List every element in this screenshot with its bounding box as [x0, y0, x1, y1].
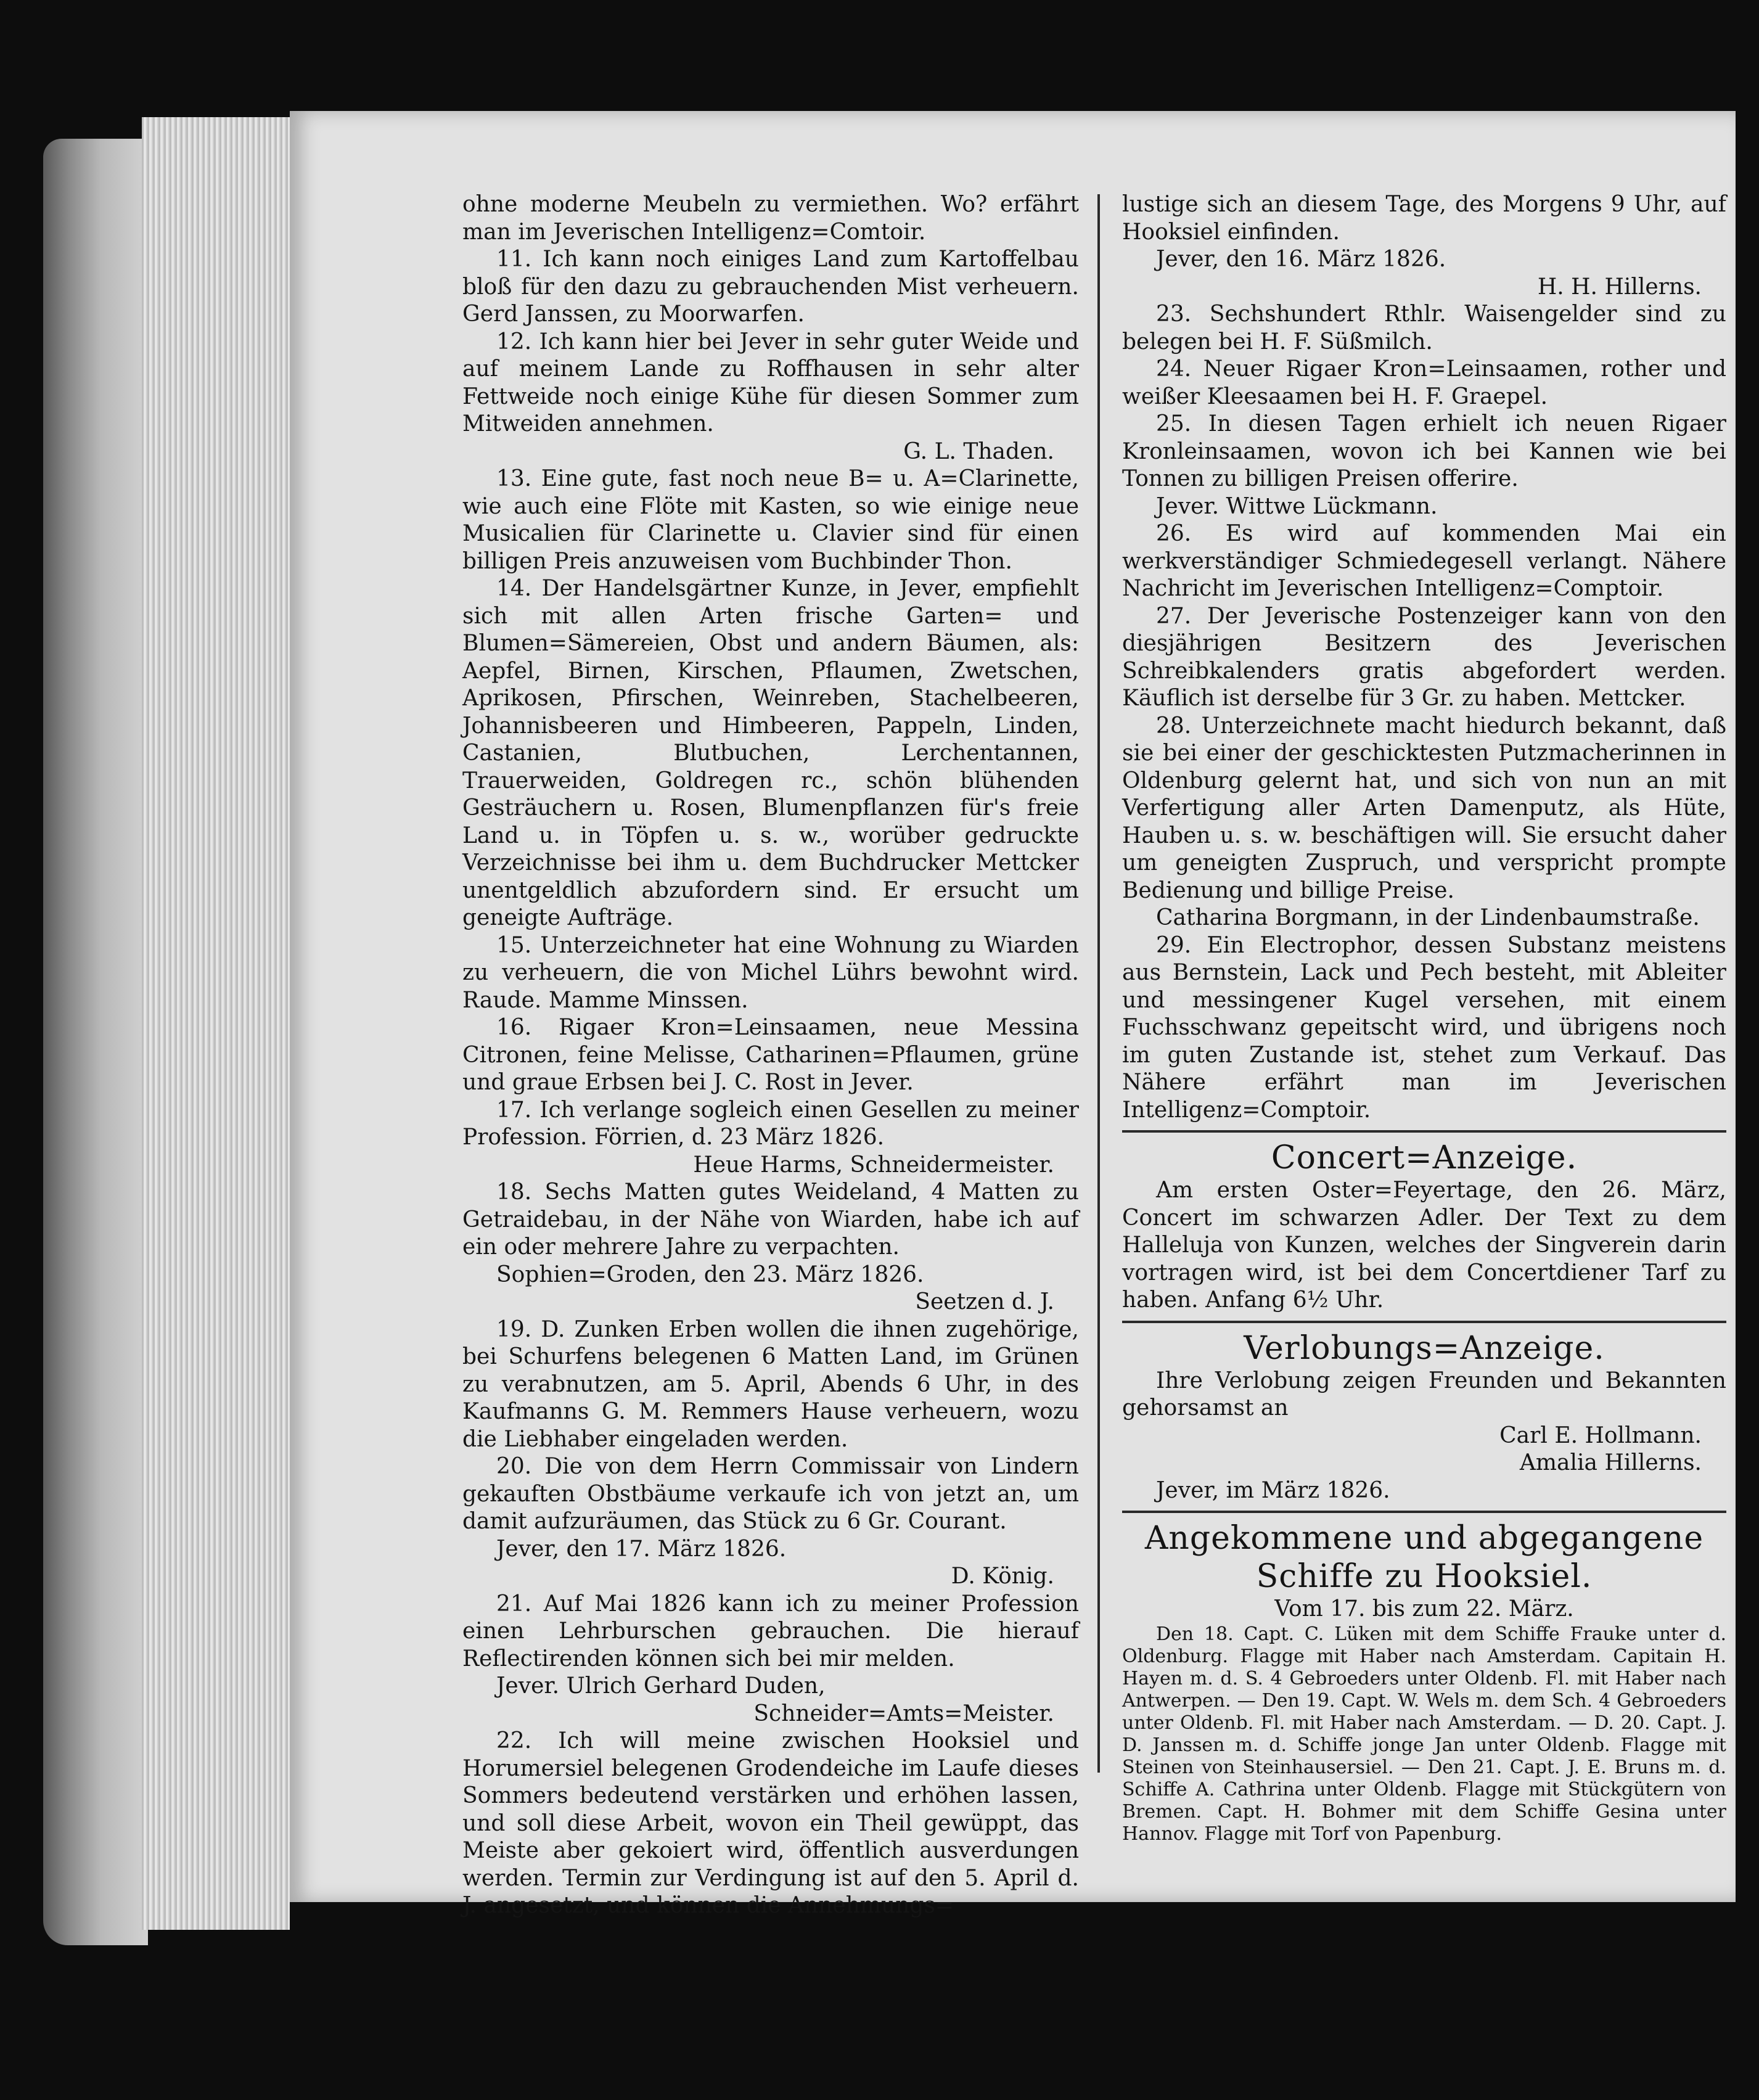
- engagement-text: Ihre Verlobung zeigen Freunden und Bekannten gehorsamst an: [1122, 1368, 1726, 1421]
- notice-paragraph: 20. Die von dem Herrn Commissair von Lindern gekauften Obstbäume verkaufe ich von jetzt an, um damit aufzuräumen, das Stück zu 6 Gr. Courant.: [462, 1454, 1079, 1534]
- right-column: [1122, 191, 1726, 1845]
- concert-heading: Concert=Anzeige.: [1271, 1139, 1578, 1176]
- notice-paragraph: 28. Unterzeichnete macht hiedurch bekannt, daß sie bei einer der geschicktesten Putzmacherinnen in Oldenburg gelernt hat, und sich von nun an mit Verfertigung aller Arten Damenputz, als Hüte, Hauben u. s. w. beschäftigen will. Sie ersucht daher um geneigten Zuspruch, und verspricht prompte Bedienung und billige Preise.: [1122, 713, 1726, 903]
- ships-text: Den 18. Capt. C. Lüken mit dem Schiffe Frauke unter d. Oldenburg. Flagge mit Haber nach Amsterdam. Capitain H. Hayen m. d. S. 4 Gebroeders unter Oldenb. Fl. mit Haber nach Antwerpen. — Den 19. Capt. W. Wels m. dem Sch. 4 Gebroeders unter Oldenb. Fl. mit Haber nach Amsterdam. — D. 20. Capt. J. D. Janssen m. d. Schiffe jonge Jan unter Oldenb. Flagge mit Steinen von Steinhausersiel. — Den 21. Capt. J. E. Bruns m. d. Schiffe A. Cathrina unter Oldenb. Flagge mit Stückgütern von Bremen. Capt. H. Bohmer mit dem Schiffe Gesina unter Hannov. Flagge mit Torf von Papenburg.: [1122, 1623, 1726, 1845]
- notice-paragraph: 29. Ein Electrophor, dessen Substanz meistens aus Bernstein, Lack und Pech besteht, mit Ableiter und messingener Kugel versehen, mit einem Fuchsschwanz gepeitscht wird, und übrigens noch im guten Zustande ist, stehet zum Verkauf. Das Nähere erfährt man im Jeverischen Intelligenz=Comptoir.: [1122, 932, 1726, 1123]
- newspaper-page: [290, 111, 1736, 1918]
- concert-text: Am ersten Oster=Feyertage, den 26. März, Concert im schwarzen Adler. Der Text zu dem Halleluja von Kunzen, welches der Singverein darin vortragen wird, ist bei dem Concertdiener Tarf zu haben. Anfang 6½ Uhr.: [1122, 1178, 1726, 1313]
- notice-paragraph: Heue Harms, Schneidermeister.: [693, 1152, 1054, 1178]
- notice-paragraph: 21. Auf Mai 1826 kann ich zu meiner Profession einen Lehrburschen gebrauchen. Die hierauf Reflectirenden können sich bei mir melden.: [462, 1591, 1079, 1671]
- notice-paragraph: 17. Ich verlange sogleich einen Gesellen zu meiner Profession. Förrien, d. 23 März 1826.: [462, 1097, 1079, 1150]
- notice-paragraph: Jever, den 17. März 1826.: [496, 1536, 787, 1562]
- book-edge: [43, 139, 148, 1945]
- notice-paragraph: 22. Ich will meine zwischen Hooksiel und Horumersiel belegenen Grodendeiche im Laufe dieses Sommers bedeutend verstärken und erhöhen lassen, und soll diese Arbeit, wovon ein Theil gewüppt, das Meiste aber gekoiert wird, öffentlich ausverdungen werden. Termin zur Verdingung ist auf den 5. April d. J. angesetzt, und können die Annehmungs=: [462, 1728, 1079, 1918]
- notice-paragraph: H. H. Hillerns.: [1537, 274, 1702, 300]
- notice-paragraph: 18. Sechs Matten gutes Weideland, 4 Matten zu Getraidebau, in der Nähe von Wiarden, habe ich auf ein oder mehrere Jahre zu verpachten.: [462, 1179, 1079, 1260]
- ships-subheading: Vom 17. bis zum 22. März.: [1274, 1596, 1574, 1622]
- engagement-name-1: Carl E. Hollmann.: [1499, 1422, 1702, 1448]
- section-rule: [1122, 1321, 1726, 1323]
- notice-paragraph: ohne moderne Meubeln zu vermiethen. Wo? erfährt man im Jeverischen Intelligenz=Comtoir.: [462, 192, 1079, 245]
- notice-paragraph: Catharina Borgmann, in der Lindenbaumstraße.: [1156, 905, 1700, 930]
- engagement-name-2: Amalia Hillerns.: [1519, 1450, 1702, 1475]
- notice-paragraph: 25. In diesen Tagen erhielt ich neuen Rigaer Kronleinsaamen, wovon ich bei Kannen wie bei Tonnen zu billigen Preisen offerire.: [1122, 411, 1726, 491]
- notice-paragraph: 26. Es wird auf kommenden Mai ein werkverständiger Schmiedegesell verlangt. Nähere Nachricht im Jeverischen Intelligenz=Comptoir.: [1122, 521, 1726, 601]
- notice-paragraph: 14. Der Handelsgärtner Kunze, in Jever, empfiehlt sich mit allen Arten frische Garten= und Blumen=Sämereien, Obst und andern Bäumen, als: Aepfel, Birnen, Kirschen, Pflaumen, Zwetschen, Aprikosen, Pfirschen, Weinreben, Stachelbeeren, Johannisbeeren und Himbeeren, Pappeln, Linden, Castanien, Blutbuchen, Lerchentannen, Trauerweiden, Goldregen rc., schön blühenden Gesträuchern u. Rosen, Blumenpflanzen für's freie Land u. in Töpfen u. s. w., worüber gedruckte Verzeichnisse bei ihm u. dem Buchdrucker Mettcker unentgeldlich abzufordern sind. Er ersucht um geneigte Aufträge.: [462, 576, 1079, 930]
- notice-paragraph: 15. Unterzeichneter hat eine Wohnung zu Wiarden zu verheuern, die von Michel Lührs bewohnt wird. Raude. Mamme Minssen.: [462, 932, 1079, 1013]
- notice-paragraph: Jever, den 16. März 1826.: [1156, 247, 1446, 272]
- notice-paragraph: 27. Der Jeverische Postenzeiger kann von den diesjährigen Besitzern des Jeverischen Schreibkalenders gratis abgefordert werden. Käuflich ist derselbe für 3 Gr. zu haben. Mettcker.: [1122, 603, 1726, 711]
- left-column: [462, 191, 1079, 1920]
- notice-paragraph: G. L. Thaden.: [903, 438, 1054, 464]
- notice-paragraph: Schneider=Amts=Meister.: [753, 1700, 1054, 1726]
- notice-paragraph: Sophien=Groden, den 23. März 1826.: [496, 1261, 924, 1287]
- notice-paragraph: Jever. Wittwe Lückmann.: [1156, 493, 1438, 519]
- notice-paragraph: Seetzen d. J.: [915, 1289, 1054, 1315]
- notice-paragraph: 13. Eine gute, fast noch neue B= u. A=Clarinette, wie auch eine Flöte mit Kasten, so wie einige neue Musicalien für Clarinette u. Clavier sind für einen billigen Preis anzuweisen vom Buchbinder Thon.: [462, 466, 1079, 574]
- column-rule: [1097, 194, 1100, 1773]
- engagement-heading: Verlobungs=Anzeige.: [1244, 1329, 1605, 1367]
- engagement-place-date: Jever, im März 1826.: [1156, 1477, 1390, 1503]
- section-rule: [1122, 1511, 1726, 1513]
- notice-paragraph: D. König.: [951, 1564, 1054, 1589]
- page-stack: [142, 117, 290, 1930]
- right-column-notices: [1122, 191, 1726, 1124]
- notice-paragraph: 11. Ich kann noch einiges Land zum Kartoffelbau bloß für den dazu zu gebrauchenden Mist verheuern. Gerd Janssen, zu Moorwarfen.: [462, 247, 1079, 327]
- ships-heading: Angekommene und abgegangene Schiffe zu Hooksiel.: [1144, 1520, 1704, 1595]
- notice-paragraph: Jever. Ulrich Gerhard Duden,: [496, 1673, 826, 1699]
- notice-paragraph: 12. Ich kann hier bei Jever in sehr guter Weide und auf meinem Lande zu Roffhausen in sehr alter Fettweide noch einige Kühe für diesen Sommer zum Mitweiden annehmen.: [462, 329, 1079, 437]
- notice-paragraph: 19. D. Zunken Erben wollen die ihnen zugehörige, bei Schurfens belegenen 6 Matten Land, im Grünen zu verabnutzen, am 5. April, Abends 6 Uhr, in des Kaufmanns G. M. Remmers Hause verheuern, wozu die Liebhaber eingeladen werden.: [462, 1316, 1079, 1452]
- notice-paragraph: 16. Rigaer Kron=Leinsaamen, neue Messina Citronen, feine Melisse, Catharinen=Pflaumen, grüne und graue Erbsen bei J. C. Rost in Jever.: [462, 1015, 1079, 1095]
- notice-paragraph: 24. Neuer Rigaer Kron=Leinsaamen, rother und weißer Kleesaamen bei H. F. Graepel.: [1122, 356, 1726, 409]
- notice-paragraph: lustige sich an diesem Tage, des Morgens 9 Uhr, auf Hooksiel einfinden.: [1122, 192, 1726, 245]
- notice-paragraph: 23. Sechshundert Rthlr. Waisengelder sind zu belegen bei H. F. Süßmilch.: [1122, 301, 1726, 355]
- section-rule: [1122, 1130, 1726, 1133]
